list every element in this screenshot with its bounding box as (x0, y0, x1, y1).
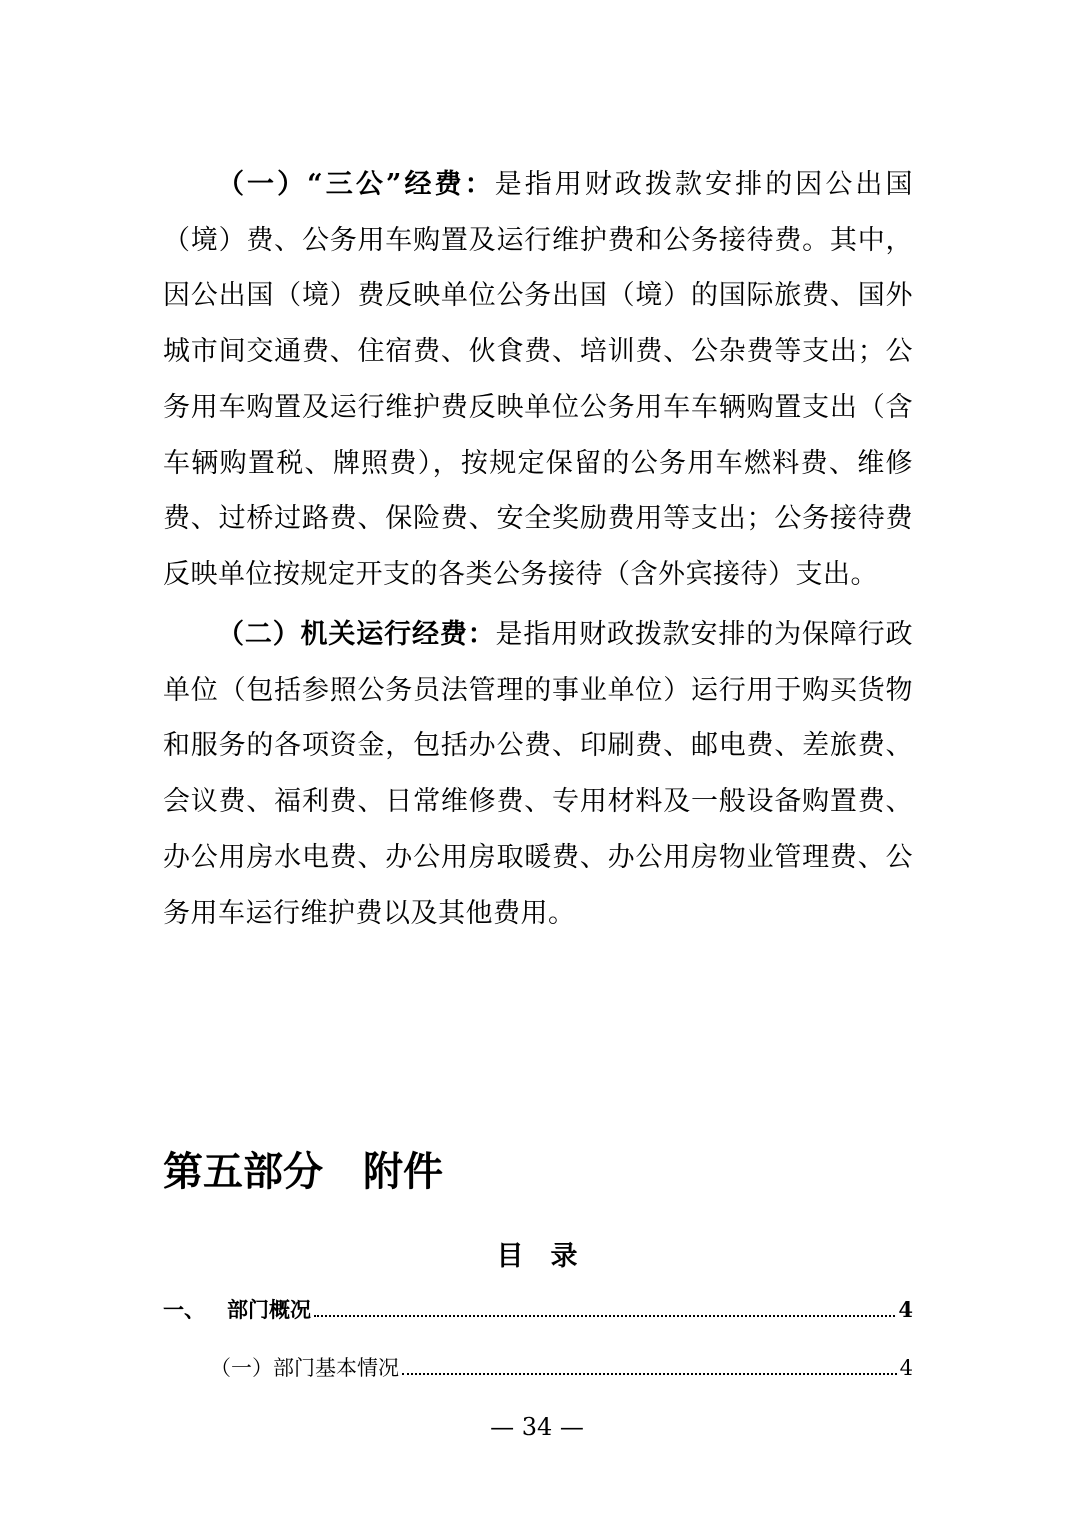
paragraph-three-public-expenses (163, 157, 913, 603)
toc-entry-page: 4 (899, 1356, 913, 1380)
toc-title: 目 录 (496, 1241, 578, 1272)
paragraph-body: 是指用财政拨款安排的为保障行政单位（包括参照公务员法管理的事业单位）运行用于购买货物和服务的各项资金，包括办公费、印刷费、邮电费、差旅费、会议费、福利费、日常维修费、专用材料及一般设备购置费、办公用房水电费、办公用房取暖费、办公用房物业管理费、公务用车运行维护费以及其他费用。 (163, 619, 914, 929)
toc-leader-dots (314, 1315, 895, 1317)
toc-entry[interactable] (163, 1294, 913, 1324)
toc-entry-label: （一）部门基本情况 (210, 1356, 399, 1380)
paragraph-body: 是指用财政拨款安排的因公出国（境）费、公务用车购置及运行维护费和公务接待费。其中，因公出国（境）费反映单位公务出国（境）的国际旅费、国外城市间交通费、住宿费、伙食费、培训费、公杂费等支出；公务用车购置及运行维护费反映单位公务用车车辆购置支出（含车辆购置税、牌照费），按规定保留的公务用车燃料费、维修费、过桥过路费、保险费、安全奖励费用等支出；公务接待费反映单位按规定开支的各类公务接待（含外宾接待）支出。 (163, 169, 913, 590)
toc-entry-number: 一、 (163, 1297, 205, 1322)
toc-entry-label: 部门概况 (227, 1297, 311, 1322)
part-title: 第五部分 附件 (163, 1149, 443, 1195)
page-number: — 34 — (490, 1413, 584, 1441)
toc-entry[interactable] (210, 1352, 913, 1382)
paragraph-heading: （二）机关运行经费： (217, 619, 496, 650)
paragraph-operating-expenses (163, 607, 913, 941)
toc-entry-page: 4 (898, 1297, 913, 1322)
paragraph-heading: （一）“三公”经费： (217, 169, 495, 200)
toc-leader-dots (402, 1373, 897, 1375)
